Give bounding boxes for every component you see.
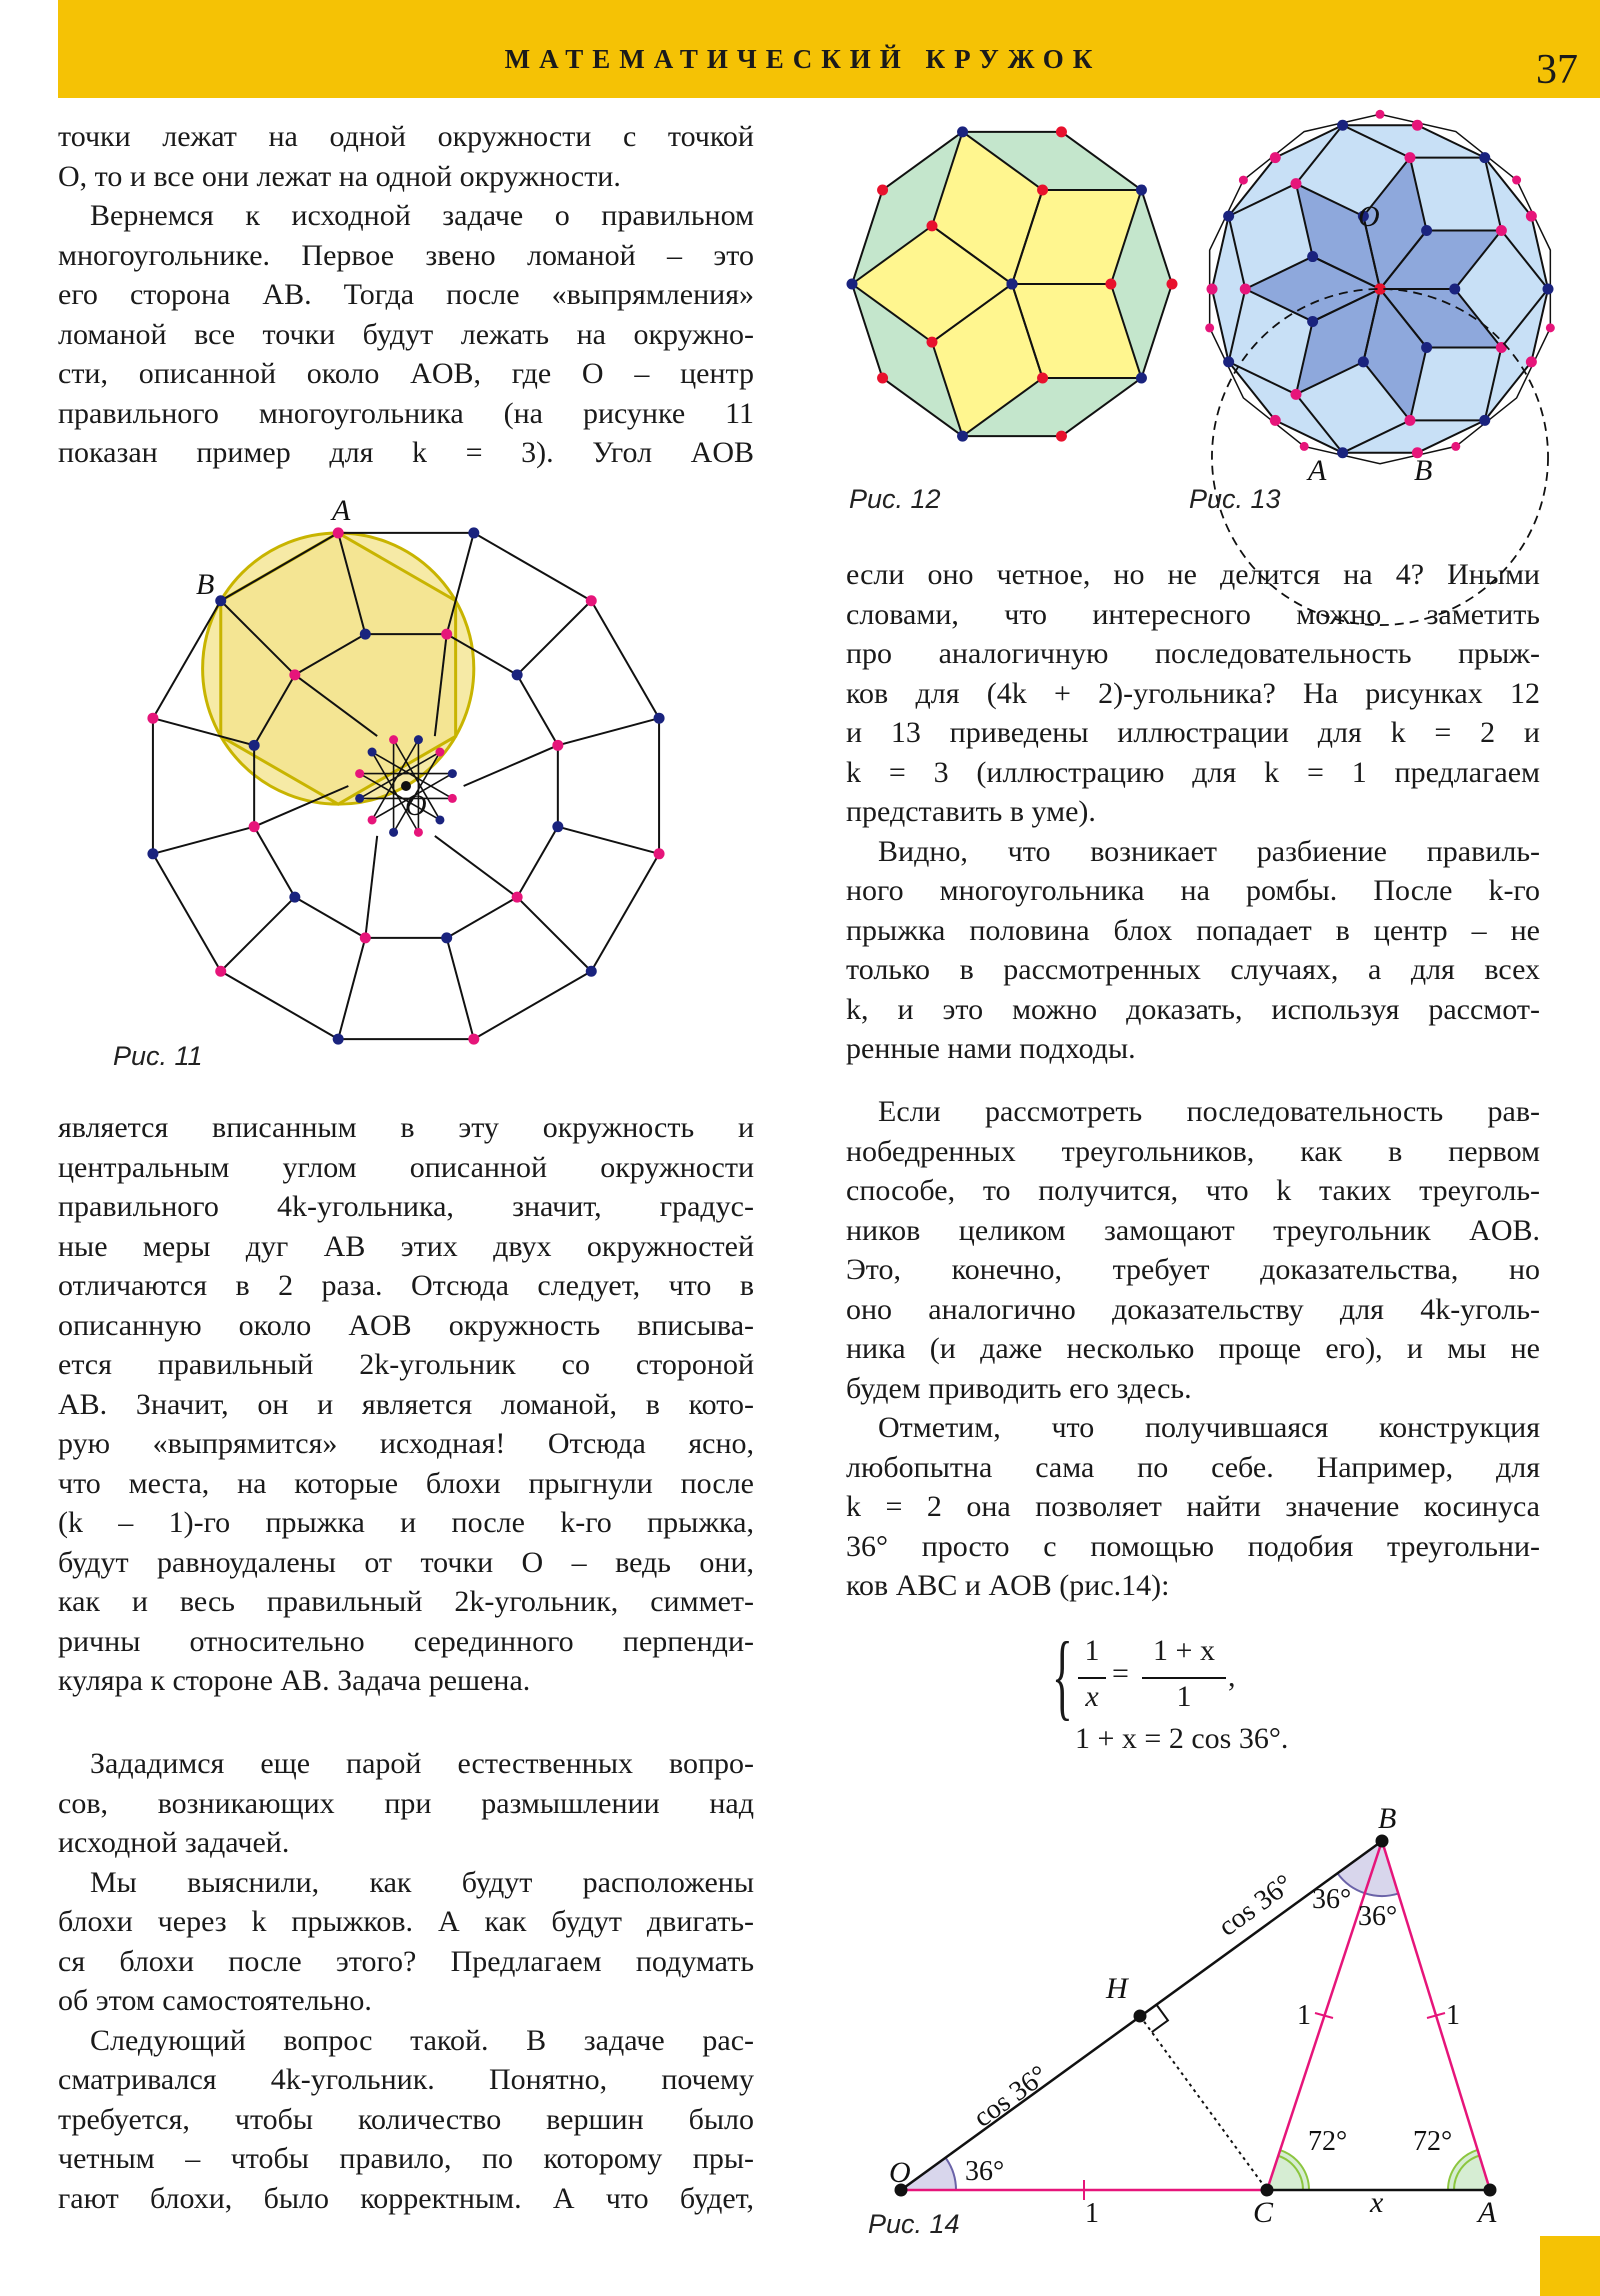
vertex-dot [1300,442,1309,451]
edge [591,854,659,971]
vertex-dot [368,815,377,824]
vertex-dot [355,769,364,778]
vertex-dot [1207,284,1218,295]
figure-14 [889,1802,1497,2229]
vertex-dot [1037,184,1048,195]
edge [591,601,659,718]
text-line: показан пример для k = 3). Угол AOB [58,436,754,469]
text-line: про аналогичную последовательность прыж- [846,637,1540,670]
vertex-dot [1404,152,1415,163]
vertex-dot [441,932,452,943]
frac1-num: 1 [1084,1634,1100,1667]
point-label-o: O [1358,200,1380,233]
vertex-dot [1167,279,1178,290]
frac2-den: 1 [1176,1680,1192,1713]
vertex-dot [1270,152,1281,163]
text-line: способе, то получится, что k таких треуголь- [846,1174,1540,1207]
edge [517,601,591,675]
text-line: четным – чтобы правило, по которому пры- [58,2142,754,2175]
vertex-dot [1526,356,1537,367]
segment-label-oc: 1 [1085,2198,1099,2229]
point-label-b: B [1378,1802,1397,1835]
point-label-a: A [1478,2196,1497,2229]
edge [474,533,591,601]
vertex-dot [448,769,457,778]
vertex-dot [654,713,665,724]
text-line: правильного многоугольника (на рисунке 11 [58,396,754,430]
angle-label-b1: 36° [1312,1884,1352,1915]
vertex-dot [1375,110,1384,119]
vertex-dot [1404,415,1415,426]
angle-label-o: 36° [965,2156,1005,2187]
edge [517,897,591,971]
page-number: 37 [1536,47,1578,93]
vertex-dot [1261,2184,1274,2197]
vertex-dot [448,794,457,803]
vertex-dot [1512,176,1521,185]
figure-14-caption: Рис. 14 [868,2209,960,2239]
text-line: описанную около AOB окружность вписыва- [58,1308,754,1342]
text-line: ные меры дуг AB этих двух окружностей [58,1229,754,1263]
vertex-dot [414,735,423,744]
edge [153,827,254,854]
text-line: об этом самостоятельно. [58,1984,372,2017]
vertex-dot [468,527,479,538]
text-line: O, то и все они лежат на одной окружности. [58,159,621,193]
text-line: ричны относительно серединного перпенди- [58,1624,754,1658]
edge [558,827,659,854]
point-label-o: O [889,2156,911,2189]
vertex-dot [360,629,371,640]
vertex-dot [1449,284,1460,295]
edge [254,827,295,897]
vertex-dot [289,669,300,680]
text-line: если оно четное, но не делится на 4? Иными [846,558,1540,591]
vertex-dot [414,828,423,837]
vertex-dot [1412,120,1423,131]
figure-12-caption: Рис. 12 [849,484,941,514]
text-line: только в рассмотренных случаях, а для всех [846,953,1540,986]
vertex-dot [249,821,260,832]
edge [558,718,659,745]
vertex-dot [927,337,938,348]
text-line: его сторона AB. Тогда после «выпрямления» [58,278,754,311]
text-line: Следующий вопрос такой. В задаче рас- [90,2023,754,2057]
point-label-b: B [196,568,215,601]
figure-11-caption: Рис. 11 [113,1041,203,1071]
vertex-dot [1056,126,1067,137]
vertex-dot [552,740,563,751]
vertex-dot [1205,323,1214,332]
text-line: ников целиком замощают треугольник AOB. [846,1213,1540,1247]
vertex-dot [1337,447,1348,458]
vertex-dot [1239,176,1248,185]
vertex-dot [215,966,226,977]
text-line: будем приводить его здесь. [846,1371,1192,1405]
vertex-dot [512,669,523,680]
vertex-dot [1240,284,1251,295]
vertex-dot [333,1034,344,1045]
text-line: куляра к стороне AB. Задача решена. [58,1664,531,1697]
text-line: k = 2 она позволяет найти значение косинуса [846,1490,1540,1523]
vertex-dot [147,713,158,724]
vertex-dot [441,629,452,640]
frac2-num: 1 + x [1153,1634,1215,1667]
vertex-dot [1543,284,1554,295]
formula-line-2: 1 + x = 2 cos 36°. [1075,1722,1289,1755]
vertex-dot [1307,251,1318,262]
right-angle-mark [1152,2004,1168,2032]
edge [153,854,221,971]
text-line: ков для (4k + 2)-угольника? На рисунках 12 [846,676,1540,710]
vertex-dot [1358,356,1369,367]
vertex-dot [512,892,523,903]
vertex-dot [654,848,665,859]
text-line: точки лежат на одной окружности с точкой [58,120,754,153]
text-line: AB. Значит, он и является ломаной, в кото- [58,1387,754,1421]
text-line: Вернемся к исходной задаче о правильном [90,199,754,232]
vertex-dot [1484,2184,1497,2197]
text-line: прыжка половина блох попадает в центр – не [846,913,1540,947]
vertex-dot [586,595,597,606]
vertex-dot [289,892,300,903]
vertex-dot [847,279,858,290]
vertex-dot [1134,2010,1147,2023]
text-line: оно аналогично доказательству для 4k-уголь- [846,1292,1540,1326]
text-line: и 13 приведены иллюстрации для k = 2 и [846,716,1540,749]
edge [464,745,558,786]
vertex-dot [957,126,968,137]
vertex-dot [435,748,444,757]
point-label-h: H [1106,1972,1128,2005]
edge [474,971,591,1039]
text-line: является вписанным в эту окружность и [58,1111,754,1144]
segment-label-ab: 1 [1446,2000,1460,2031]
text-line: ломаной все точки будут лежать на окружно- [58,317,754,351]
text-line: любопытна сама по себе. Например, для [846,1450,1540,1484]
formula-equals: = [1112,1657,1129,1690]
vertex-dot [389,828,398,837]
vertex-dot [355,794,364,803]
edge [295,897,365,938]
vertex-dot [1479,152,1490,163]
vertex-dot [1136,373,1147,384]
point-label-b: B [1414,454,1433,487]
text-line: центральным углом описанной окружности [58,1150,754,1184]
angle-label-b2: 36° [1358,1901,1398,1932]
section-title: МАТЕМАТИЧЕСКИЙ КРУЖОК [504,44,1102,74]
vertex-dot [1421,225,1432,236]
text-line: рую «выпрямится» исходная! Отсюда ясно, [58,1427,754,1460]
vertex-dot [552,821,563,832]
vertex-dot [957,431,968,442]
angle-label-c: 72° [1308,2126,1348,2157]
edge [435,836,517,897]
vertex-dot [215,595,226,606]
vertex-dot [1223,356,1234,367]
text-line: Зададимся еще парой естественных вопро- [90,1747,754,1780]
vertex-dot [249,740,260,751]
vertex-dot [1496,342,1507,353]
vertex-dot [389,735,398,744]
vertex-dot [586,966,597,977]
vertex-dot [1270,415,1281,426]
vertex-dot [877,184,888,195]
vertex-dot [1421,342,1432,353]
vertex-dot [1526,211,1537,222]
text-line: k = 3 (иллюстрацию для k = 1 предлагаем [846,755,1540,789]
segment-label-oh: cos 36° [967,2059,1054,2134]
text-line: k, и это можно доказать, используя рассмот- [846,992,1540,1026]
text-line: ется правильный 2k-угольник со стороной [58,1348,754,1381]
text-line: исходной задачей. [58,1826,290,1859]
vertex-dot [368,748,377,757]
formula-brace: { [1052,1622,1073,1729]
vertex-dot [147,848,158,859]
text-line: как и весь правильный 2k-угольник, симмет- [58,1585,754,1618]
vertex-dot [1105,279,1116,290]
text-line: Видно, что возникает разбиение правиль- [878,834,1540,868]
vertex-dot [360,932,371,943]
text-line: нобедренных треугольников, как в первом [846,1134,1540,1168]
edge [517,675,558,745]
edge [447,897,517,938]
vertex-dot [1337,120,1348,131]
point-label-o: O [405,789,427,822]
vertex-dot [468,1034,479,1045]
edge [221,897,295,971]
figure-11 [147,494,664,1045]
angle-label-a: 72° [1413,2126,1453,2157]
figure-13 [1205,110,1555,625]
vertex-dot [927,220,938,231]
text-line: Отметим, что получившаяся конструкция [878,1411,1540,1444]
segment-label-x: x [1370,2186,1384,2219]
text-line: правильного 4k-угольника, значит, градус- [58,1190,754,1223]
segment-label-hb: cos 36° [1212,1868,1299,1943]
segment-hc [1140,2016,1267,2190]
text-line: отличаются в 2 раза. Отсюда следует, что в [58,1269,754,1302]
text-line: гают блохи, было корректным. А что будет, [58,2181,754,2215]
text-line: блохи через k прыжков. А как будут двигать- [58,1905,754,1938]
text-line: сти, описанной около AOB, где O – центр [58,357,754,390]
text-line: ренные нами подходы. [846,1032,1136,1065]
edge [221,971,338,1039]
text-line: (k – 1)-го прыжка и после k-го прыжка, [58,1506,754,1539]
text-line: сов, возникающих при размышлении над [58,1786,754,1820]
figure-13-caption: Рис. 13 [1189,484,1281,514]
text-line: Если рассмотреть последовательность рав- [878,1095,1540,1128]
text-line: ков ABC и AOB (рис.14): [846,1569,1170,1602]
vertex-dot [1291,389,1302,400]
vertex-dot [1376,1835,1389,1848]
vertex-dot [1451,442,1460,451]
text-line: представить в уме). [846,795,1096,828]
text-line: сматривался 4k-угольник. Понятно, почему [58,2063,754,2096]
vertex-dot [1496,225,1507,236]
text-line: Мы выяснили, как будут расположены [90,1865,754,1899]
text-line: ника (и даже несколько проще его), и мы не [846,1332,1540,1365]
vertex-dot [1136,184,1147,195]
text-line: 36° просто с помощью подобия треугольни- [846,1529,1540,1563]
text-line: что места, на которые блохи прыгнули после [58,1466,754,1500]
segment-label-cb: 1 [1297,2000,1311,2031]
edge [365,836,377,938]
vertex-dot [1291,178,1302,189]
vertex-dot [435,815,444,824]
vertex-dot [1056,431,1067,442]
vertex-dot [1007,279,1018,290]
text-line: Это, конечно, требует доказательства, но [846,1253,1540,1286]
formula-comma: , [1228,1660,1236,1693]
edge [338,938,365,1039]
point-label-a: A [332,494,351,527]
vertex-dot [1037,373,1048,384]
text-line: требуется, чтобы количество вершин было [58,2102,754,2136]
point-label-c: C [1253,2196,1274,2229]
vertex-dot [877,373,888,384]
figure-12 [847,126,1178,441]
vertex-dot [1307,316,1318,327]
frac1-den: x [1085,1680,1099,1713]
vertex-dot [333,527,344,538]
text-line: многоугольнике. Первое звено ломаной – это [58,238,754,272]
vertex-dot [1223,211,1234,222]
edge [447,938,474,1039]
edge [517,827,558,897]
vertex-dot [1546,323,1555,332]
point-label-a: A [1308,454,1327,487]
vertex-dot [1479,415,1490,426]
text-line: будут равноудалены от точки O – ведь они, [58,1545,754,1579]
text-line: словами, что интересного можно заметить [846,597,1540,631]
text-line: ся блохи после этого? Предлагаем подумать [58,1944,754,1978]
text-line: ного многоугольника на ромбы. После k-го [846,874,1540,907]
